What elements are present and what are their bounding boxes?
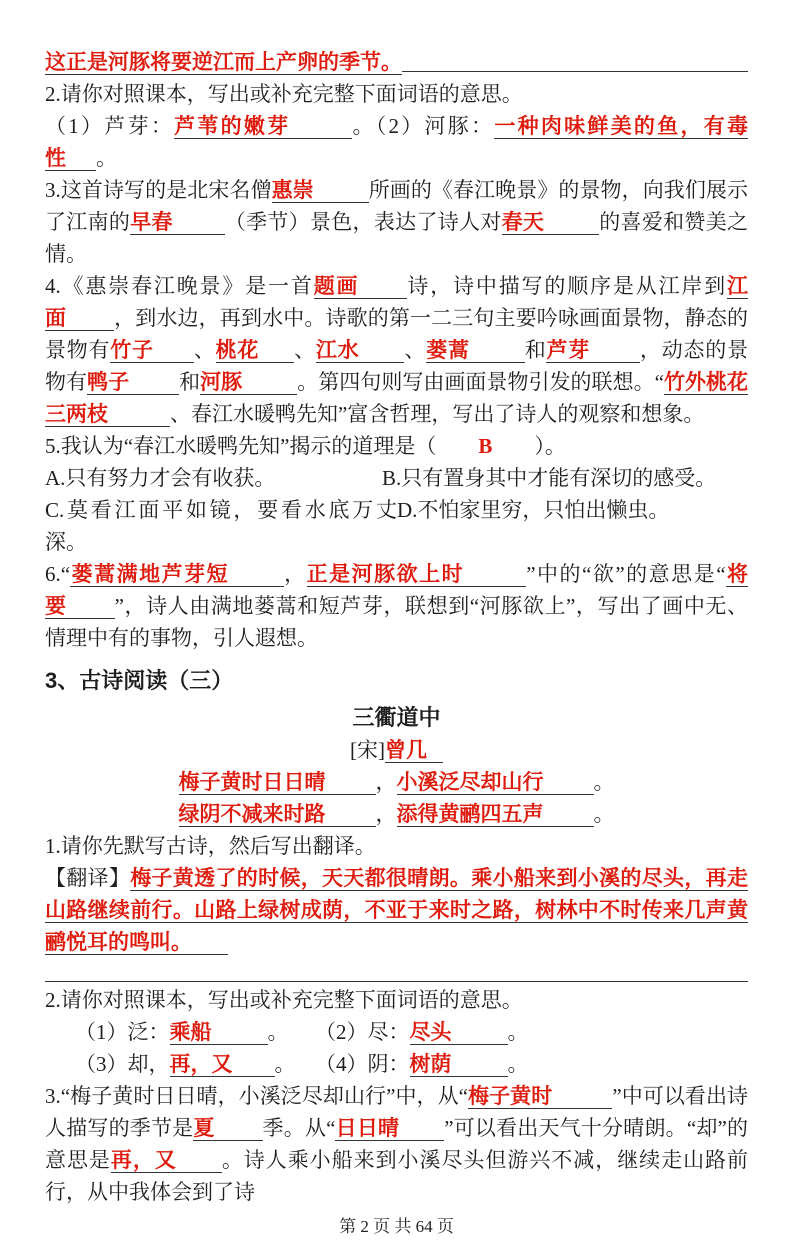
text-segment: ，动态的景物有 [45,338,749,394]
q6-fill [45,558,748,654]
text-segment: A.只有努力才会有收获。 [45,466,276,490]
q2b-items-34-left [75,1048,315,1080]
text-segment: ， [375,802,397,826]
answer-choice: B [478,434,493,458]
answer-blank: 梅子黄透了的时候，天天都很晴朗。乘小船来到小溪的尽头，再走山路继续前行。山路上绿树成荫，不亚于来时之路，树林中不时传来几声黄鹂悦耳的鸣叫。 [45,866,748,954]
text-segment: 。 [593,802,615,826]
text-segment: 的喜爱和赞美之情。 [45,210,749,266]
text-segment: ”，诗人由满地蒌蒿和短芦芽，联想到“河豚欲上”，写出了画中无、情理中有的事物，引人遐想。 [45,594,749,650]
answer-blank: 将要 [45,562,749,618]
text-segment: 、春江水暖鸭先知”富含哲理，写出了诗人的观察和想象。 [170,402,705,426]
text-segment: 所画的《春江晚景》的景物，向我们展示了江南的 [45,178,749,234]
text-segment: C.莫看江面平如镜，要看水底万丈深。 [45,498,397,554]
answer-blank: 绿阴不减来时路 [179,802,376,827]
answer-blank: 春天 [502,210,600,235]
answer-blank: 添得黄鹂四五声 [397,802,594,827]
answer-blank: 再，又 [111,1148,222,1173]
q2b-prompt [45,984,748,1016]
text-segment: 3.“梅子黄时日日晴，小溪泛尽却山行”中，从“ [45,1084,468,1108]
translation [45,862,748,958]
text-segment: ”可以看出天气十分晴朗。“却”的意思是 [45,1116,749,1172]
text-segment: （2）尽： [315,1020,410,1044]
answer-blank: 竹外桃花三两枝 [45,370,749,426]
answer-blank: 尽头 [410,1020,508,1045]
text-segment: 和 [524,338,547,362]
text-segment: 6.“ [45,562,71,586]
q5-options-cd-left [45,494,397,558]
text-segment: 2.请你对照课本，写出或补充完整下面词语的意思。 [45,82,523,106]
answer-blank: 江面 [45,274,749,330]
text-segment: （季节）景色，表达了诗人对 [224,210,502,234]
text-segment: 。 [274,1052,296,1076]
text-segment: 诗，诗中描写的顺序是从江岸到 [407,274,728,298]
answer-blank: 夏 [193,1116,262,1141]
answer-blank: 早春 [130,210,225,235]
answer-blank: 江水 [316,338,405,363]
line-text [45,46,402,78]
answer-blank: 鸭子 [87,370,179,395]
text-segment: ”中的“欲”的意思是“ [526,562,726,586]
answer-blank: 题画 [314,274,408,299]
document-body [45,46,748,1208]
answer-blank: 蒌蒿 [426,338,525,363]
answer-blank: 梅子黄时 [468,1084,612,1109]
answer-blank: 惠崇 [272,178,369,203]
q2b-items-34 [45,1048,748,1080]
text-segment: 和 [179,370,201,394]
q1-prompt [45,830,748,862]
text-segment: 。 [267,1020,289,1044]
poem-line-1 [45,766,748,798]
q2-prompt [45,78,748,110]
text-segment: 3.这首诗写的是北宋名僧 [45,178,272,202]
text-segment: B.只有置身其中才能有深切的感受。 [382,466,717,490]
answer-blank: 正是河豚欲上时 [307,562,527,587]
text-segment: 三衢道中 [352,705,441,730]
text-segment: 1.请你先默写古诗，然后写出翻译。 [45,834,376,858]
blank-underline [45,980,748,982]
q5-options-cd-right [397,494,748,558]
answer-blank: 树荫 [410,1052,508,1077]
answer-blank: 蒌蒿满地芦芽短 [70,562,284,587]
text-segment: 、 [193,338,216,362]
text-segment: 、 [294,338,316,362]
answer-blank: 河豚 [200,370,297,395]
poem-line-2 [45,798,748,830]
text-segment: D.不怕家里穷，只怕出懒虫。 [397,498,670,522]
q3b-fill [45,1080,748,1208]
q5-options-ab [45,462,748,494]
text-segment: 【翻译】 [45,866,131,890]
poem-author [45,734,748,766]
answer-blank: 竹子 [110,338,194,363]
answer-blank: 梅子黄时日日晴 [179,770,376,795]
text-segment: 4.《惠崇春江晚景》是一首 [45,274,314,298]
q5-options-ab-right [382,462,748,494]
text-segment: 。 [507,1052,529,1076]
text-segment: ， [375,770,397,794]
answer-blank: 芦苇的嫩芽 [174,114,352,139]
answer-blank: 再，又 [170,1052,275,1077]
text-segment: 。第四句则写由画面景物引发的联想。“ [297,370,664,394]
q2-items [45,110,748,174]
q2b-items-34-right [315,1048,748,1080]
blank-underline [402,70,748,72]
answer-blank: 芦芽 [546,338,640,363]
q3-fill [45,174,748,270]
answer-blank: 日日晴 [335,1116,444,1141]
text-segment: （1）芦芽： [45,114,175,138]
answer-blank: 乘船 [170,1020,268,1045]
text-segment: 2.请你对照课本，写出或补充完整下面词语的意思。 [45,988,523,1012]
text-segment: ”中可以看出诗人描写的季节是 [45,1084,749,1140]
q4-fill [45,270,748,430]
text-segment: 。 [593,770,615,794]
answer-blank: 小溪泛尽却山行 [397,770,594,795]
q5-options-ab-left [45,462,382,494]
text-segment: [宋] [350,738,385,762]
q5-prompt [45,430,748,462]
text-segment: ，到水边，再到水中。诗歌的第一二三句主要吟咏画面景物，静态的景物有 [45,306,749,362]
q2b-items-12-right [315,1016,748,1048]
text-segment: 、 [404,338,427,362]
text-segment: 。（2）河豚： [352,114,495,138]
section-heading [45,664,748,698]
page-footer: 第 2 页 共 64 页 [339,1217,454,1236]
answer-blank: 桃花 [216,338,295,363]
text-segment: ）。 [492,434,566,458]
answer-blank: 一种肉味鲜美的鱼，有毒性 [45,114,749,170]
text-segment: 。 [96,146,117,170]
text-segment: （1）泛： [75,1020,170,1044]
answer-blank: 这正是河豚将要逆江而上产卵的季节。 [45,50,402,74]
text-segment: 。诗人乘小船来到小溪尽头但游兴不减，继续走山路前行，从中我体会到了诗 [45,1148,749,1204]
q5-options-cd [45,494,748,558]
carryover-answer-line [45,46,748,78]
text-segment: （4）阴： [315,1052,410,1076]
text-segment: 3、古诗阅读（三） [45,668,234,693]
q2b-items-12-left [75,1016,315,1048]
text-segment: 。 [507,1020,529,1044]
text-segment: 季。从“ [262,1116,336,1140]
text-segment: ， [284,562,307,586]
text-segment: 5.我认为“春江水暖鸭先知”揭示的道理是（ [45,434,479,458]
answer-blank: 曾几 [385,738,443,763]
q2b-items-12 [45,1016,748,1048]
text-segment: （3）却， [75,1052,170,1076]
blank-answer-line [45,958,748,984]
poem-title [45,702,748,734]
